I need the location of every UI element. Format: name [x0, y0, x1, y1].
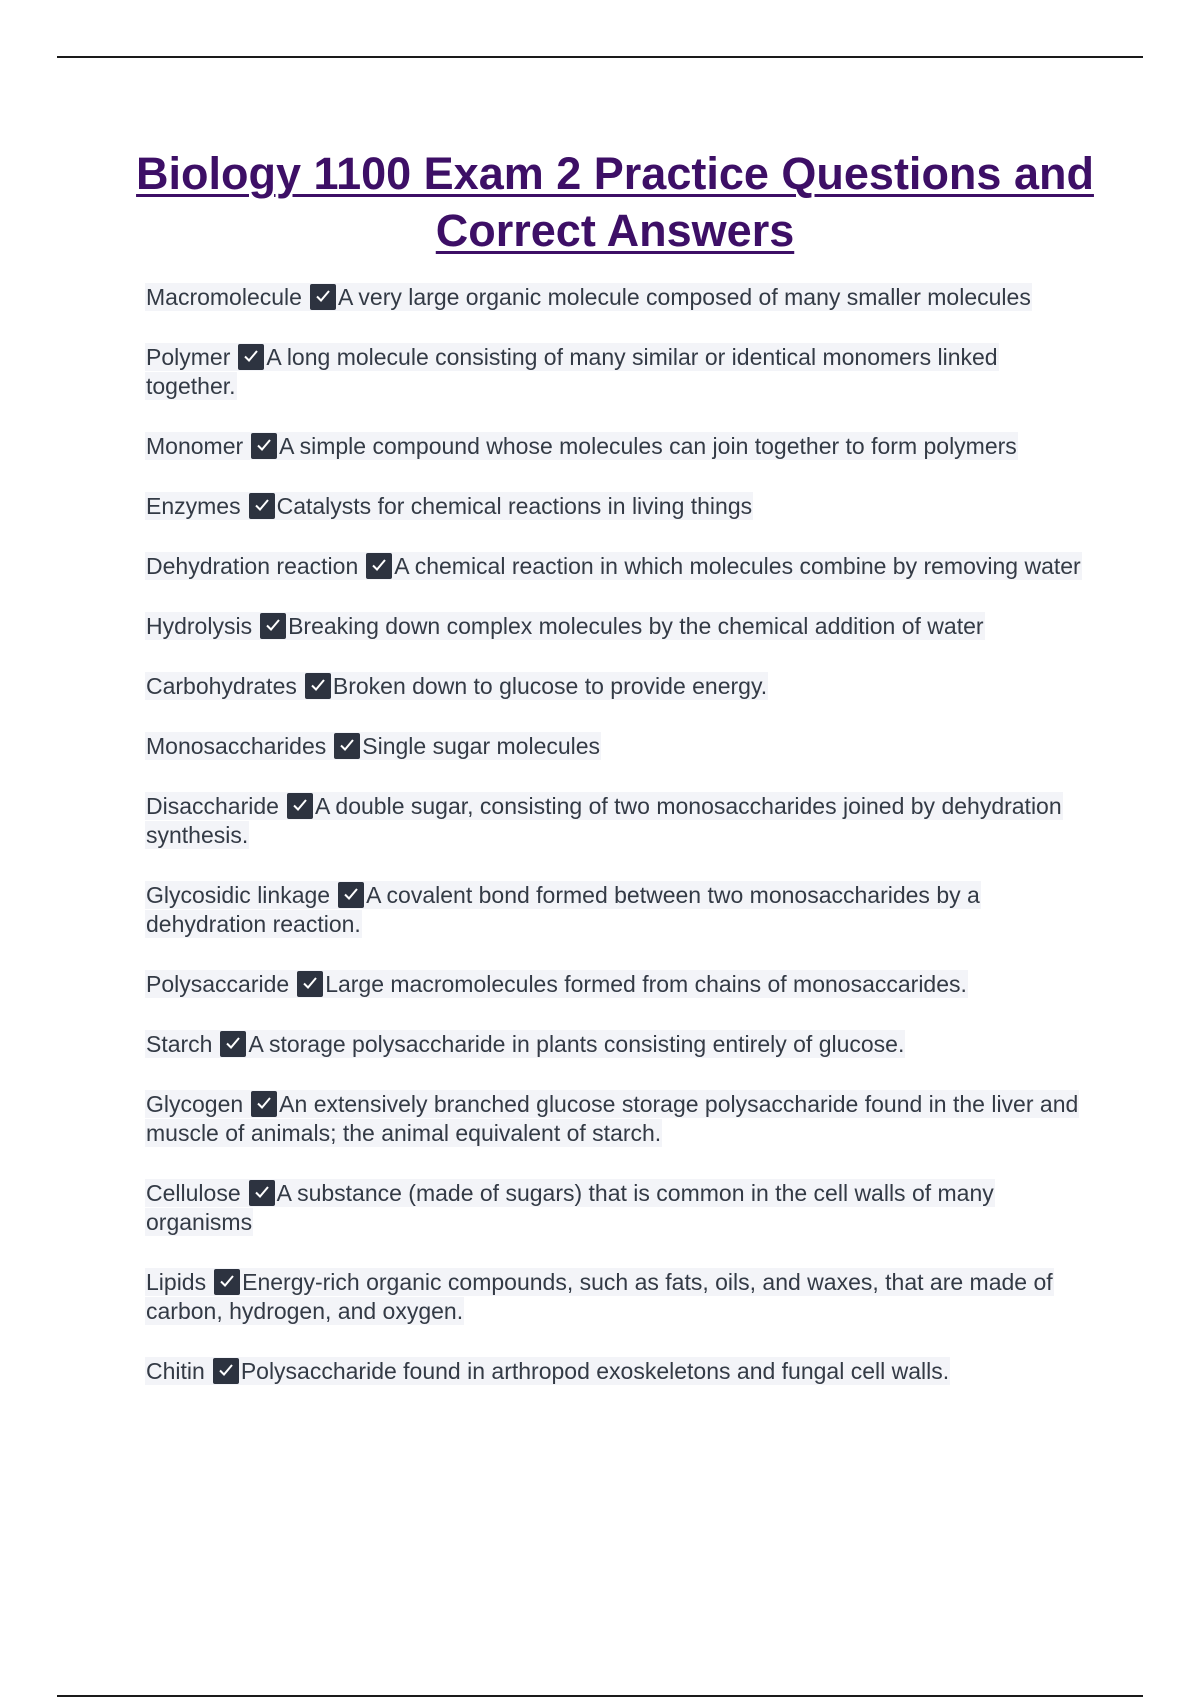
qa-item: [145, 612, 1085, 641]
term: Dehydration reaction: [146, 553, 359, 579]
check-box-icon: [249, 1180, 275, 1206]
qa-item: [145, 552, 1085, 581]
check-box-icon: [297, 971, 323, 997]
term: Hydrolysis: [146, 613, 253, 639]
term: Polysaccaride: [146, 971, 290, 997]
qa-item: [145, 672, 1085, 701]
definition: A storage polysaccharide in plants consisting entirely of glucose.: [248, 1031, 905, 1057]
term: Monomer: [146, 433, 244, 459]
check-box-icon: [249, 493, 275, 519]
term: Disaccharide: [146, 793, 279, 819]
qa-list: [145, 283, 1085, 1386]
qa-item: [145, 792, 1085, 850]
definition: Broken down to glucose to provide energy.: [332, 673, 768, 699]
check-box-icon: [251, 433, 277, 459]
check-box-icon: [334, 733, 360, 759]
definition: Single sugar molecules: [362, 733, 601, 759]
qa-item: [145, 1090, 1085, 1148]
check-box-icon: [238, 344, 264, 370]
check-box-icon: [310, 284, 336, 310]
check-box-icon: [220, 1031, 246, 1057]
definition: A double sugar, consisting of two monosaccharides joined by dehydration synthesis.: [146, 793, 1062, 848]
check-box-icon: [338, 882, 364, 908]
term: Glycogen: [146, 1091, 244, 1117]
term: Cellulose: [146, 1180, 241, 1206]
definition: Catalysts for chemical reactions in living things: [276, 493, 753, 519]
definition: Energy-rich organic compounds, such as fats, oils, and waxes, that are made of carbon, hydrogen, and oxygen.: [146, 1269, 1053, 1324]
term: Polymer: [146, 344, 231, 370]
definition: A covalent bond formed between two monosaccharides by a dehydration reaction.: [146, 882, 980, 937]
check-box-icon: [251, 1091, 277, 1117]
qa-item: [145, 492, 1085, 521]
definition: A substance (made of sugars) that is common in the cell walls of many organisms: [146, 1180, 994, 1235]
term: Glycosidic linkage: [146, 882, 331, 908]
bottom-rule: [57, 1695, 1143, 1697]
qa-item: [145, 1030, 1085, 1059]
qa-item: [145, 283, 1085, 312]
check-box-icon: [305, 673, 331, 699]
check-box-icon: [366, 553, 392, 579]
qa-item: [145, 343, 1085, 401]
term: Macromolecule: [146, 284, 302, 310]
definition: An extensively branched glucose storage polysaccharide found in the liver and muscle of animals; the animal equivalent of starch.: [146, 1091, 1079, 1146]
qa-item: [145, 1268, 1085, 1326]
definition: A very large organic molecule composed of many smaller molecules: [337, 284, 1031, 310]
definition: A long molecule consisting of many similar or identical monomers linked together.: [146, 344, 998, 399]
check-box-icon: [287, 793, 313, 819]
check-box-icon: [214, 1269, 240, 1295]
term: Monosaccharides: [146, 733, 327, 759]
term: Carbohydrates: [146, 673, 297, 699]
qa-item: [145, 970, 1085, 999]
definition: A chemical reaction in which molecules combine by removing water: [394, 553, 1081, 579]
check-box-icon: [213, 1358, 239, 1384]
definition: Polysaccharide found in arthropod exoskeletons and fungal cell walls.: [240, 1358, 950, 1384]
document-title: Biology 1100 Exam 2 Practice Questions and Correct Answers: [136, 148, 1094, 256]
term: Chitin: [146, 1358, 205, 1384]
term: Enzymes: [146, 493, 241, 519]
qa-item: [145, 432, 1085, 461]
term: Lipids: [146, 1269, 207, 1295]
definition: A simple compound whose molecules can join together to form polymers: [279, 433, 1017, 459]
qa-item: [145, 881, 1085, 939]
top-rule: [57, 56, 1143, 58]
check-box-icon: [260, 613, 286, 639]
qa-item: [145, 732, 1085, 761]
qa-item: [145, 1357, 1085, 1386]
term: Starch: [146, 1031, 213, 1057]
definition: Breaking down complex molecules by the chemical addition of water: [288, 613, 984, 639]
definition: Large macromolecules formed from chains of monosaccarides.: [325, 971, 967, 997]
qa-item: [145, 1179, 1085, 1237]
